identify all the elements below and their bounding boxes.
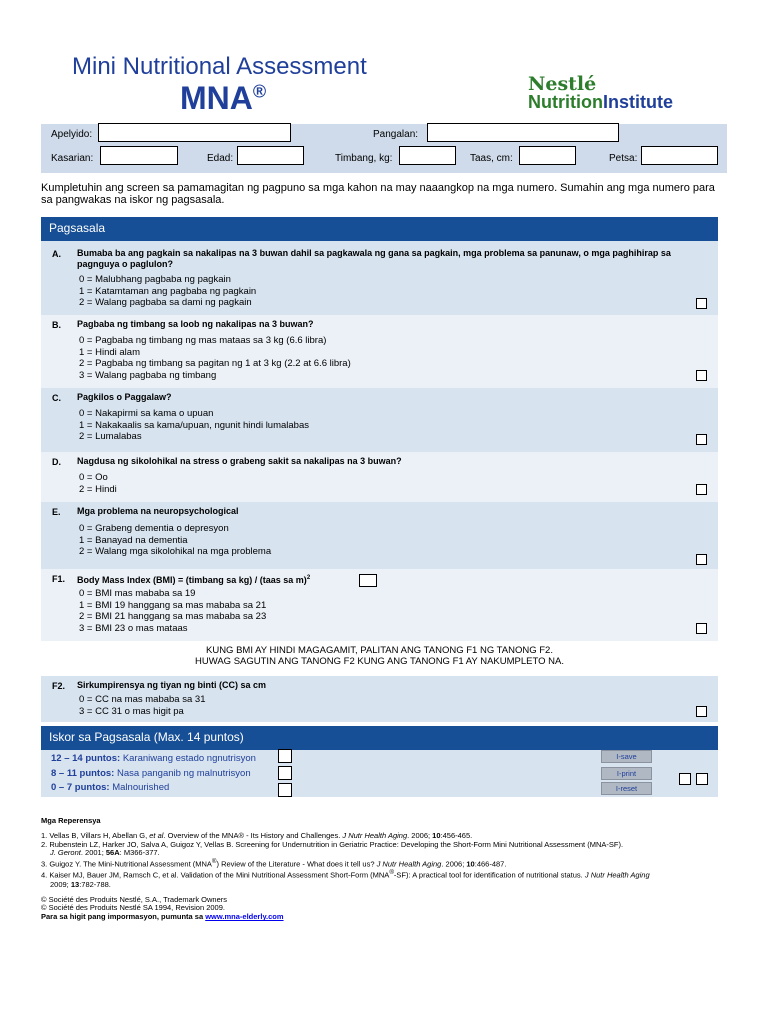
score-box-normal[interactable] bbox=[278, 749, 292, 763]
logo-nutrition-institute bbox=[528, 93, 673, 112]
question-letter: B. bbox=[52, 320, 61, 330]
question-letter: A. bbox=[52, 249, 61, 259]
ref-text: 56A bbox=[105, 848, 120, 858]
answer-options bbox=[79, 274, 256, 309]
logo-nestle: Nestlé bbox=[528, 73, 597, 95]
option: 2 = BMI 21 hanggang sa mas mababa sa 23 bbox=[79, 611, 267, 622]
more-info-text: Para sa higit pang impormasyon, pumunta sa bbox=[41, 912, 206, 922]
question-letter: F1. bbox=[52, 574, 66, 584]
answer-options bbox=[79, 523, 271, 558]
reference-3 bbox=[41, 858, 731, 869]
reset-button[interactable]: I-reset bbox=[601, 782, 652, 795]
question-text: Nagdusa ng sikolohikal na stress o grabeng sakit sa nakalipas na 3 buwan? bbox=[77, 456, 402, 466]
ref-text: ® bbox=[211, 858, 217, 866]
sex-field[interactable] bbox=[100, 146, 178, 165]
note-line: KUNG BMI AY HINDI MAGAGAMIT, PALITAN ANG TANONG F1 NG TANONG F2. bbox=[206, 645, 553, 656]
ref-text: ® bbox=[389, 869, 394, 877]
option: 0 = Grabeng dementia o depresyon bbox=[79, 523, 229, 534]
score-header: Iskor sa Pagsasala (Max. 14 puntos) bbox=[41, 726, 718, 750]
answer-box-b[interactable] bbox=[696, 370, 707, 381]
answer-box-a[interactable] bbox=[696, 298, 707, 309]
instructions: Kumpletuhin ang screen sa pamamagitan ng pagpuno sa mga kahon na may naaangkop na mga numero. Sumahin ang mga numero para sa pangwakas na iskor ng pagsasala. bbox=[41, 182, 715, 206]
option: 0 = Pagbaba ng timbang ng mas mataas sa 3 kg (6.6 libra) bbox=[79, 335, 327, 346]
score-label: Nasa panganib ng malnutrisyon bbox=[117, 768, 251, 779]
reference-4-cont bbox=[41, 881, 731, 890]
ref-text: et al bbox=[149, 830, 164, 840]
score-row-risk bbox=[51, 768, 251, 779]
firstname-field[interactable] bbox=[427, 123, 619, 142]
score-row-normal bbox=[51, 753, 256, 764]
answer-options bbox=[79, 588, 266, 634]
answer-box-d[interactable] bbox=[696, 484, 707, 495]
ref-text: -SF): A practical tool for identification of nutritional status. bbox=[393, 870, 585, 880]
note-line: HUWAG SAGUTIN ANG TANONG F2 KUNG ANG TANONG F1 AY NAKUMPLETO NA. bbox=[195, 656, 564, 667]
ref-text: ) Review of the Literature - What does it tell us? bbox=[216, 859, 377, 869]
firstname-label: Pangalan: bbox=[373, 129, 419, 140]
option: 0 = Malubhang pagbaba ng pagkain bbox=[79, 274, 231, 285]
references bbox=[41, 817, 731, 922]
logo-nutrition: Nutrition bbox=[528, 92, 603, 112]
mna-website-link[interactable]: www.mna-elderly.com bbox=[205, 912, 284, 922]
score-label: Malnourished bbox=[112, 782, 170, 793]
ref-text: 1. Vellas B, Villars H, Abellan G, bbox=[41, 830, 150, 840]
registered-mark: ® bbox=[252, 81, 267, 102]
ref-text: J Nutr Health Aging bbox=[342, 830, 408, 840]
reference-2-cont bbox=[41, 849, 731, 858]
answer-box-f2[interactable] bbox=[696, 706, 707, 717]
ref-text: . 2001; bbox=[80, 848, 106, 858]
ref-text: 4. Kaiser MJ, Bauer JM, Ramsch C, et al. Validation of the Mini Nutritional Assessment Short-Form (MNA bbox=[41, 870, 390, 880]
date-field[interactable] bbox=[641, 146, 718, 165]
question-b bbox=[41, 315, 718, 388]
ref-text: . 2006; bbox=[441, 859, 467, 869]
score-panel bbox=[41, 750, 718, 797]
question-letter: E. bbox=[52, 507, 61, 517]
option: 1 = Katamtaman ang pagbaba ng pagkain bbox=[79, 285, 257, 297]
question-d bbox=[41, 452, 718, 502]
references-heading: Mga Reperensya bbox=[41, 816, 101, 825]
height-label: Taas, cm: bbox=[470, 153, 513, 164]
form-title: Mini Nutritional Assessment bbox=[72, 53, 367, 80]
score-range: 0 – 7 puntos: bbox=[51, 782, 110, 793]
sex-label: Kasarian: bbox=[51, 153, 94, 164]
ref-text: 10 bbox=[466, 859, 475, 869]
question-f1 bbox=[41, 569, 718, 641]
age-field[interactable] bbox=[237, 146, 304, 165]
question-letter: D. bbox=[52, 457, 61, 467]
question-a bbox=[41, 241, 718, 315]
ref-text: :466-487. bbox=[474, 859, 507, 869]
weight-field[interactable] bbox=[399, 146, 456, 165]
total-score-box-1[interactable] bbox=[679, 773, 691, 785]
option: 3 = CC 31 o mas higit pa bbox=[79, 705, 184, 717]
score-row-malnourished bbox=[51, 782, 169, 793]
ref-text: :456-465. bbox=[440, 830, 473, 840]
total-score-box-2[interactable] bbox=[696, 773, 708, 785]
option: 1 = Nakakaalis sa kama/upuan, ngunit hindi lumalabas bbox=[79, 419, 309, 431]
option: 0 = CC na mas mababa sa 31 bbox=[79, 694, 206, 705]
option: 1 = Banayad na dementia bbox=[79, 534, 188, 546]
option: 2 = Pagbaba ng timbang sa pagitan ng 1 at 3 kg (2.2 at 6.6 libra) bbox=[79, 358, 351, 369]
ref-text: :782-788. bbox=[79, 879, 111, 889]
ref-text: . 2006; bbox=[407, 830, 433, 840]
bmi-note bbox=[41, 645, 718, 667]
answer-options bbox=[79, 694, 205, 717]
subtitle-text: MNA bbox=[180, 80, 253, 116]
question-text: Mga problema na neuropsychological bbox=[77, 506, 239, 516]
answer-box-e[interactable] bbox=[696, 554, 707, 565]
option: 3 = BMI 23 o mas mataas bbox=[79, 622, 188, 634]
date-label: Petsa: bbox=[609, 153, 638, 164]
question-text bbox=[77, 573, 377, 586]
ref-text: J Nutr Health Aging bbox=[584, 870, 650, 880]
option: 1 = BMI 19 hanggang sa mas mababa sa 21 bbox=[79, 599, 267, 611]
answer-options bbox=[79, 472, 117, 495]
answer-box-f1[interactable] bbox=[696, 623, 707, 634]
print-button[interactable]: I-print bbox=[601, 767, 652, 780]
score-box-malnourished[interactable] bbox=[278, 783, 292, 797]
form-subtitle bbox=[180, 80, 266, 117]
option: 0 = BMI mas mababa sa 19 bbox=[79, 588, 196, 599]
option: 0 = Oo bbox=[79, 472, 108, 483]
ref-text: 10 bbox=[432, 830, 441, 840]
option: 2 = Walang pagbaba sa dami ng pagkain bbox=[79, 297, 252, 308]
age-label: Edad: bbox=[207, 153, 234, 164]
answer-options bbox=[79, 335, 351, 381]
question-text: Bumaba ba ang pagkain sa nakalipas na 3 buwan dahil sa pagkawala ng gana sa pagkain, mga problema sa panunaw, o mga paghihirap sa pagnguya o paglulon? bbox=[77, 248, 671, 269]
answer-options bbox=[79, 408, 309, 443]
option: 0 = Nakapirmi sa kama o upuan bbox=[79, 408, 214, 419]
ref-text: : M366-377. bbox=[119, 848, 160, 858]
score-box-risk[interactable] bbox=[278, 766, 292, 780]
option: 3 = Walang pagbaba ng timbang bbox=[79, 369, 217, 381]
ref-text: 2009; bbox=[50, 879, 71, 889]
weight-label: Timbang, kg: bbox=[335, 153, 393, 164]
question-c bbox=[41, 388, 718, 452]
question-letter: C. bbox=[52, 393, 61, 403]
option: 2 = Walang mga sikolohikal na mga problema bbox=[79, 546, 272, 557]
question-text: Sirkumpirensya ng tiyan ng binti (CC) sa cm bbox=[77, 680, 267, 690]
bmi-formula: Body Mass Index (BMI) = (timbang sa kg) / (taas sa m) bbox=[77, 575, 307, 585]
answer-box-c[interactable] bbox=[696, 434, 707, 445]
patient-info-panel bbox=[41, 124, 727, 173]
score-range: 8 – 11 puntos: bbox=[51, 768, 115, 779]
question-letter: F2. bbox=[52, 681, 66, 691]
score-label: Karaniwang estado ngnutrisyon bbox=[122, 753, 256, 764]
reference-list bbox=[41, 832, 731, 890]
ref-text: 13 bbox=[70, 879, 80, 889]
question-e bbox=[41, 502, 718, 569]
ref-text: 2. Rubenstein LZ, Harker JO, Salva A, Guigoz Y, Vellas B. Screening for Undernutrition in Geriatric Practice: Developing the Short-Form Mini Nutritional Assessment (MNA-SF). bbox=[41, 839, 624, 849]
ref-text: J Nutr Health Aging bbox=[376, 859, 442, 869]
option: 1 = Hindi alam bbox=[79, 346, 140, 358]
copyright-1: © Société des Produits Nestlé, S.A., Trademark Owners bbox=[41, 894, 228, 904]
ref-text: . Overview of the MNA® - Its History and Challenges. bbox=[163, 830, 343, 840]
option: 2 = Hindi bbox=[79, 483, 117, 495]
bmi-value-box[interactable] bbox=[359, 574, 377, 587]
squared-superscript: 2 bbox=[306, 575, 311, 581]
more-info bbox=[41, 913, 731, 922]
save-button[interactable]: I-save bbox=[601, 750, 652, 763]
copyright-2: © Société des Produits Nestlé SA 1994, Revision 2009. bbox=[41, 903, 225, 913]
surname-field[interactable] bbox=[98, 123, 291, 142]
ref-text: J. Geront bbox=[50, 848, 81, 858]
question-text: Pagkilos o Paggalaw? bbox=[77, 392, 172, 402]
surname-label: Apelyido: bbox=[51, 129, 93, 140]
question-f2 bbox=[41, 676, 718, 722]
ref-text: 3. Guigoz Y. The Mini-Nutritional Assessment (MNA bbox=[41, 859, 212, 869]
score-range: 12 – 14 puntos: bbox=[51, 753, 121, 764]
screening-header: Pagsasala bbox=[41, 217, 718, 241]
question-text: Pagbaba ng timbang sa loob ng nakalipas na 3 buwan? bbox=[77, 319, 314, 329]
option: 2 = Lumalabas bbox=[79, 431, 142, 442]
height-field[interactable] bbox=[519, 146, 576, 165]
nestle-logo bbox=[528, 75, 673, 112]
logo-institute: Institute bbox=[602, 92, 673, 112]
reference-4 bbox=[41, 869, 731, 880]
